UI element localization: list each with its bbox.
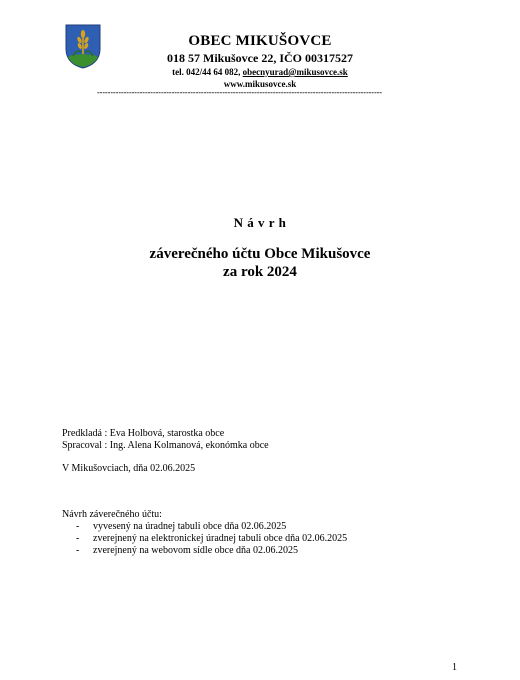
place-date: V Mikušovciach, dňa 02.06.2025 xyxy=(62,463,196,474)
letterhead-separator: ----------------------------------------------------------------------------------------------------------- xyxy=(97,88,383,97)
list-item-text: vyvesený na úradnej tabuli obce dňa 02.06.2025 xyxy=(93,521,287,532)
bullet-dash: - xyxy=(76,545,80,556)
website-link[interactable]: www.mikusovce.sk xyxy=(223,79,297,89)
list-item xyxy=(76,533,347,545)
phone-text: tel. 042/44 64 082, xyxy=(172,67,243,77)
submitted-by: Predkladá : Eva Holbová, starostka obce xyxy=(62,428,225,439)
bullet-dash: - xyxy=(76,521,80,532)
publication-heading: Návrh záverečného účtu: xyxy=(62,509,162,520)
list-item xyxy=(76,521,347,533)
municipality-name: OBEC MIKUŠOVCE xyxy=(188,33,332,49)
document-label: N á v r h xyxy=(233,215,287,230)
document-title xyxy=(0,245,520,281)
page-number: 1 xyxy=(452,662,457,673)
list-item xyxy=(76,545,347,557)
prepared-by: Spracoval : Ing. Alena Kolmanová, ekonómka obce xyxy=(62,440,269,451)
municipality-address: 018 57 Mikušovce 22, IČO 00317527 xyxy=(167,51,353,65)
email-link[interactable]: obecnyurad@mikusovce.sk xyxy=(242,67,348,77)
title-line-2: za rok 2024 xyxy=(223,264,297,280)
list-item-text: zverejnený na elektronickej úradnej tabuli obce dňa 02.06.2025 xyxy=(93,533,348,544)
title-line-1: záverečného účtu Obce Mikušovce xyxy=(149,246,371,262)
list-item-text: zverejnený na webovom sídle obce dňa 02.06.2025 xyxy=(93,545,298,556)
publication-list xyxy=(76,521,347,557)
bullet-dash: - xyxy=(76,533,80,544)
contact-line xyxy=(0,67,520,77)
